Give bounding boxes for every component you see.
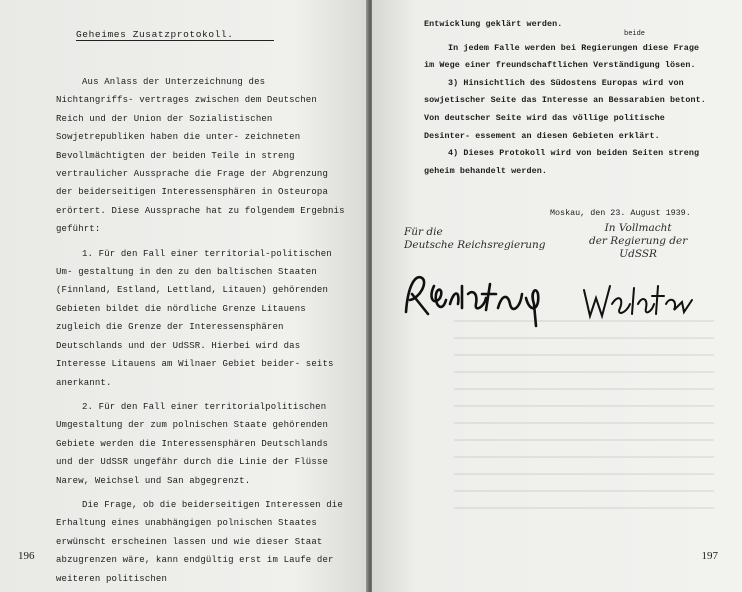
paragraph-2-poland: 2. Für den Fall einer territorialpolitischen Umgestaltung der zum polnischen Staate gehörenden Gebiete werden die Interessensphären Deutschlands und der UdSSR ungefähr durch die Linie der Flüsse Narew, Weichsel und San abgegrenzt. bbox=[56, 401, 328, 486]
paragraph-1-baltic: 1. Für den Fall einer territorial-politischen Um- gestaltung in den zu den baltischen Staaten (Finnland, Estland, Lettland, Litauen) gehörenden Gebieten bildet die nördliche Grenze Litauens zugleich die Grenze der Interessensphären Deutschlands und der UdSSR. Hierbei wird das Interesse Litauens am Wilnaer Gebiet beider- seits anerkannt. bbox=[56, 248, 334, 388]
signing-date: Moskau, den 23. August 1939. bbox=[550, 208, 691, 219]
paragraph-4-secrecy: 4) Dieses Protokoll wird von beiden Seiten streng geheim behandelt werden. bbox=[424, 148, 700, 176]
molotov-signature bbox=[584, 286, 692, 316]
paragraph-3-southeast: 3) Hinsichtlich des Südostens Europas wird von sowjetischer Seite das Interesse an Bessarabien betont. Von deutscher Seite wird das völlige politische Desinter- essement an diesen Gebieten erklärt. bbox=[424, 77, 706, 141]
protocol-header: Geheimes Zusatzprotokoll. bbox=[76, 29, 274, 41]
signature-drawings bbox=[398, 264, 698, 344]
page-number-right: 197 bbox=[701, 550, 718, 562]
right-page bbox=[372, 0, 742, 592]
ribbentrop-signature bbox=[406, 277, 538, 326]
page-number-left: 196 bbox=[18, 550, 35, 562]
signature-note-german: Für die Deutsche Reichsregierung bbox=[404, 226, 546, 252]
signature-block bbox=[404, 222, 714, 346]
left-page bbox=[0, 0, 368, 592]
intro-paragraph: Aus Anlass der Unterzeichnung des Nichtangriffs- vertrages zwischen dem Deutschen Reich und der Union der Sozialistischen Sowjetrepubliken haben die unter- zeichneten Bevollmächtigten der beiden Teile in streng vertraulicher Aussprache die Frage der Abgrenzung der beiderseitigen Interessensphären in Osteuropa erörtert. Diese Aussprache hat zu folgendem Ergebnis geführt: bbox=[56, 77, 345, 235]
handwritten-insert: beide bbox=[624, 29, 646, 38]
paragraph-each-case: In jedem Falle werden bei Regierungen diese Frage im Wege einer freundschaftlichen Verständigung lösen. bbox=[424, 42, 700, 71]
continuation-line: Entwicklung geklärt werden. bbox=[424, 19, 563, 29]
signature-note-soviet: In Vollmacht der Regierung der UdSSR bbox=[589, 222, 688, 261]
paragraph-poland-question: Die Frage, ob die beiderseitigen Interessen die Erhaltung eines unabhängigen polnischen Staates erwünscht erscheinen lassen und wie dieser Staat abzugrenzen wäre, kann endgültig erst im Laufe der weiteren politischen bbox=[56, 499, 343, 584]
